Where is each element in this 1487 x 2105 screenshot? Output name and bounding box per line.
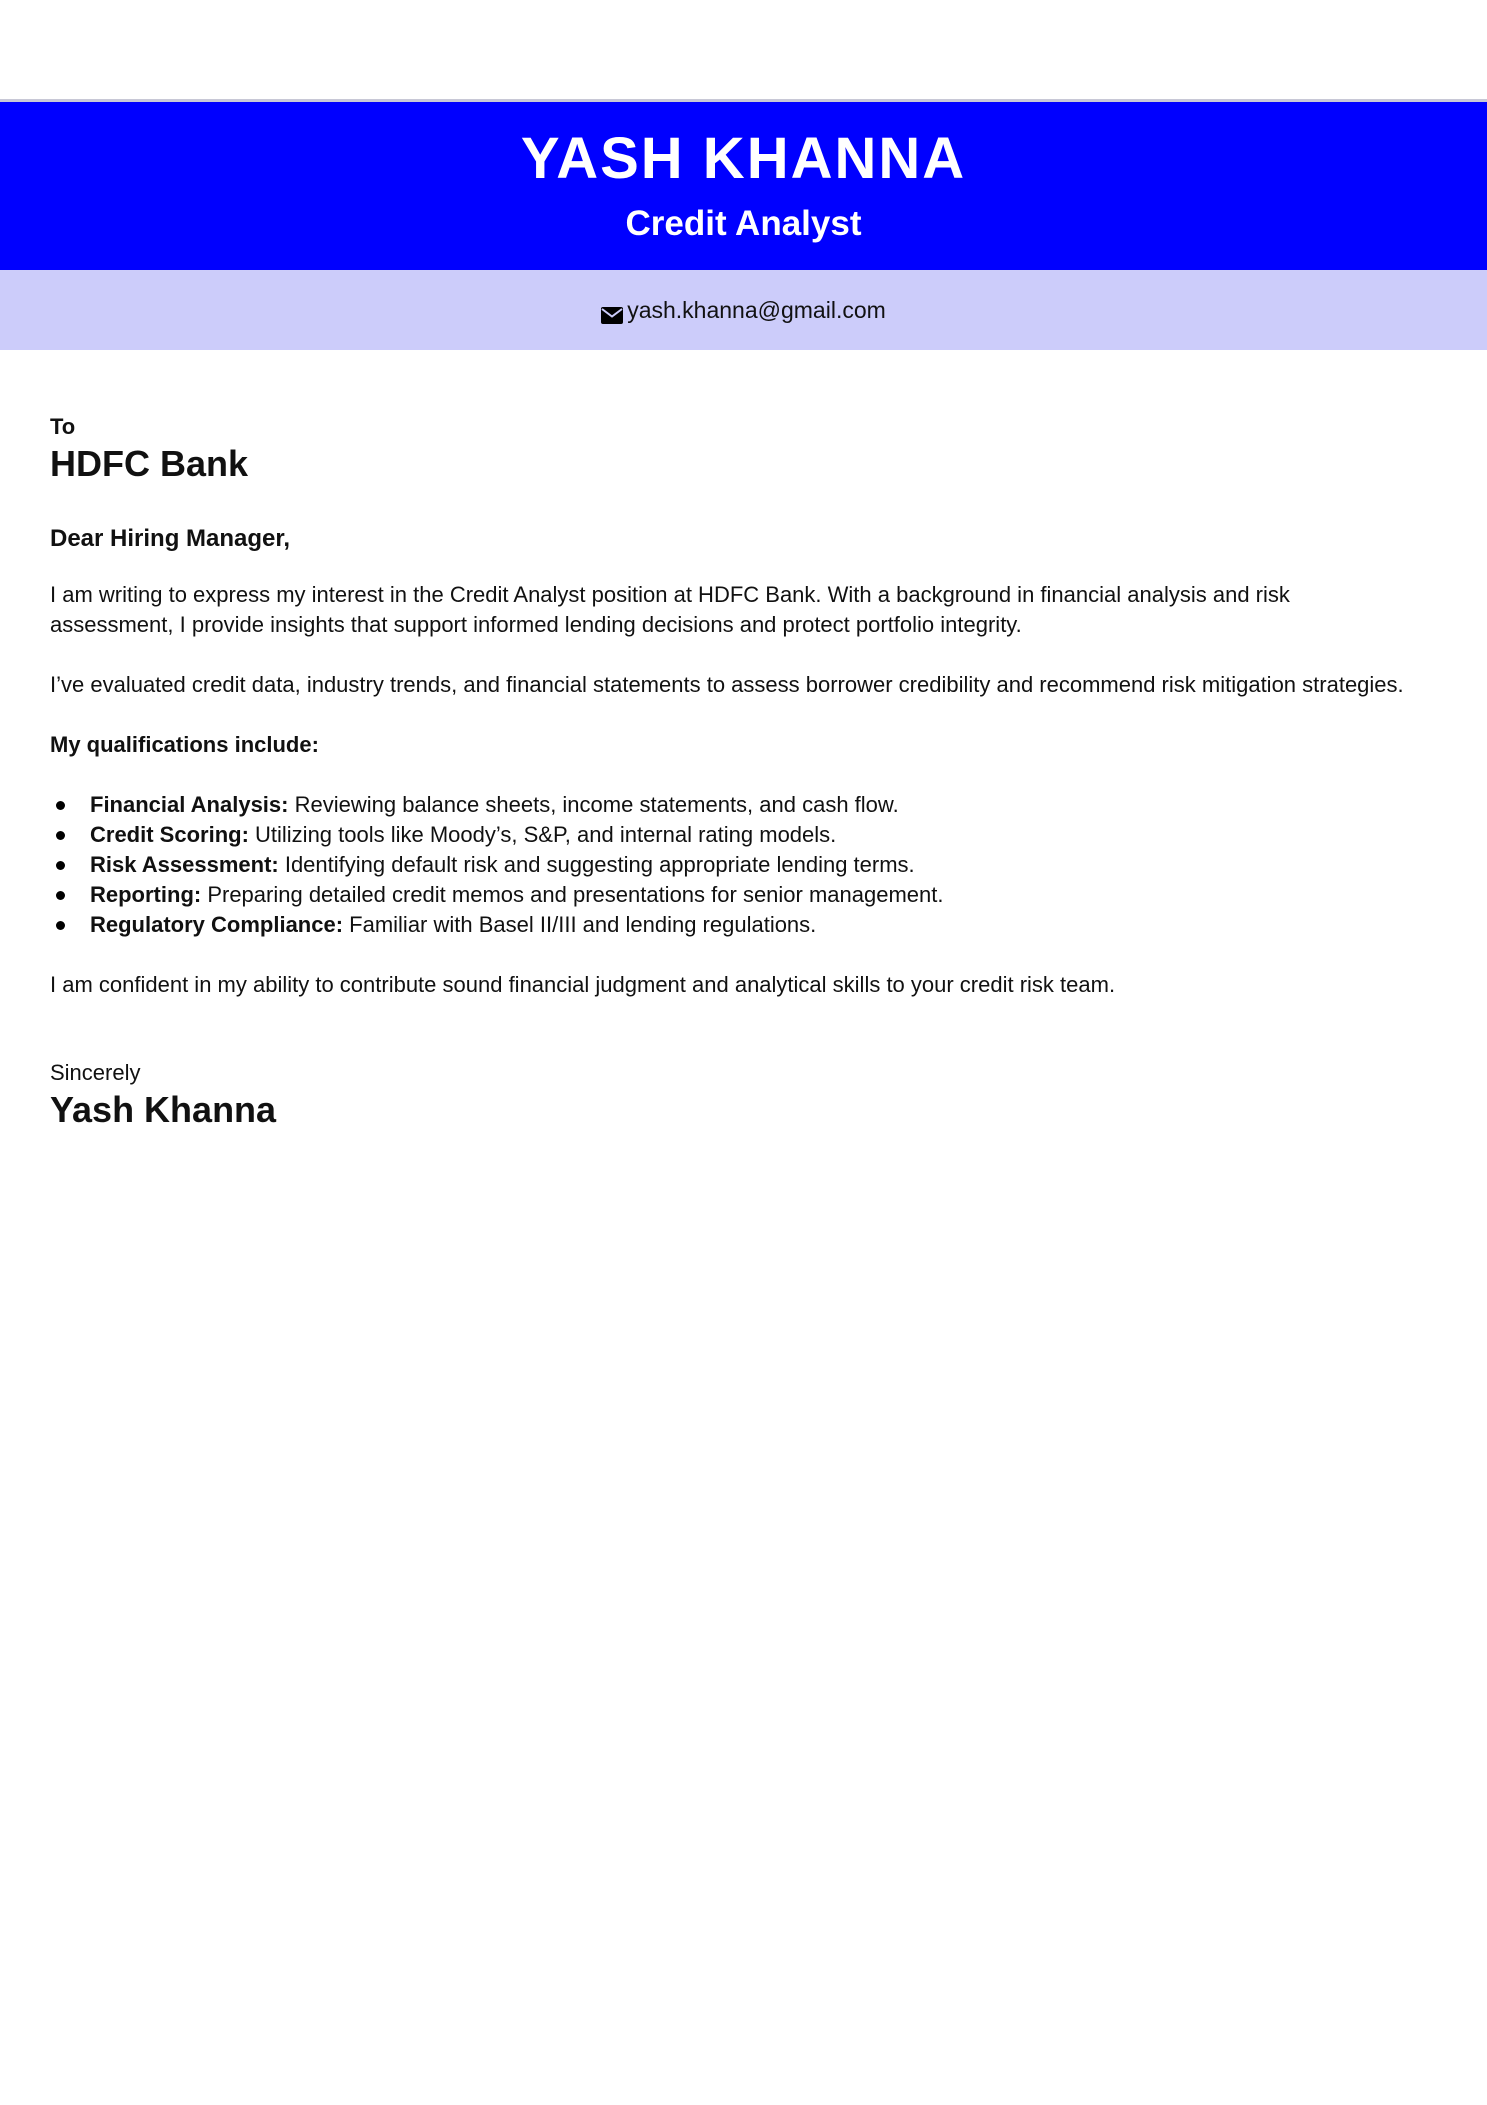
bullet-icon xyxy=(56,801,65,810)
header-banner xyxy=(0,102,1487,270)
applicant-name: YASH KHANNA xyxy=(520,126,967,191)
bullet-icon xyxy=(56,831,65,840)
qualification-text: Familiar with Basel II/III and lending regulations. xyxy=(343,912,817,937)
signature-name: Yash Khanna xyxy=(50,1089,277,1130)
qualification-term: Credit Scoring: xyxy=(90,822,249,847)
contact-bar xyxy=(0,270,1487,350)
qualification-text: Reviewing balance sheets, income statements, and cash flow. xyxy=(288,792,899,817)
qualifications-list xyxy=(50,790,1410,940)
envelope-icon xyxy=(601,303,623,320)
to-label: To xyxy=(50,414,76,439)
qualification-term: Financial Analysis: xyxy=(90,792,289,817)
list-item xyxy=(50,880,1410,910)
company-name: HDFC Bank xyxy=(50,443,249,484)
qualification-text: Preparing detailed credit memos and presentations for senior management. xyxy=(201,882,944,907)
list-item xyxy=(50,820,1410,850)
experience-paragraph: I’ve evaluated credit data, industry trends, and financial statements to assess borrower credibility and recommend risk mitigation strategies. xyxy=(50,672,1404,697)
qualification-text: Identifying default risk and suggesting appropriate lending terms. xyxy=(278,852,915,877)
qualification-term: Regulatory Compliance: xyxy=(90,912,344,937)
intro-paragraph: I am writing to express my interest in the Credit Analyst position at HDFC Bank. With a background in financial analysis and risk assessment, I provide insights that support informed lending decisions and protect portfolio integrity. xyxy=(50,582,1290,637)
salutation: Dear Hiring Manager, xyxy=(50,525,291,552)
list-item xyxy=(50,790,1410,820)
qualification-term: Reporting: xyxy=(90,882,202,907)
list-item xyxy=(50,850,1410,880)
closing-paragraph: I am confident in my ability to contribute sound financial judgment and analytical skills to your credit risk team. xyxy=(50,972,1116,997)
qualification-text: Utilizing tools like Moody’s, S&P, and internal rating models. xyxy=(248,822,837,847)
list-item xyxy=(50,910,1410,940)
job-title: Credit Analyst xyxy=(625,204,862,243)
bullet-icon xyxy=(56,861,65,870)
closing-phrase: Sincerely xyxy=(50,1060,141,1085)
bullet-icon xyxy=(56,921,65,930)
email-link[interactable]: yash.khanna@gmail.com xyxy=(627,296,886,323)
letter-body xyxy=(50,412,1410,1132)
qualifications-heading: My qualifications include: xyxy=(50,732,319,757)
bullet-icon xyxy=(56,891,65,900)
qualification-term: Risk Assessment: xyxy=(90,852,279,877)
